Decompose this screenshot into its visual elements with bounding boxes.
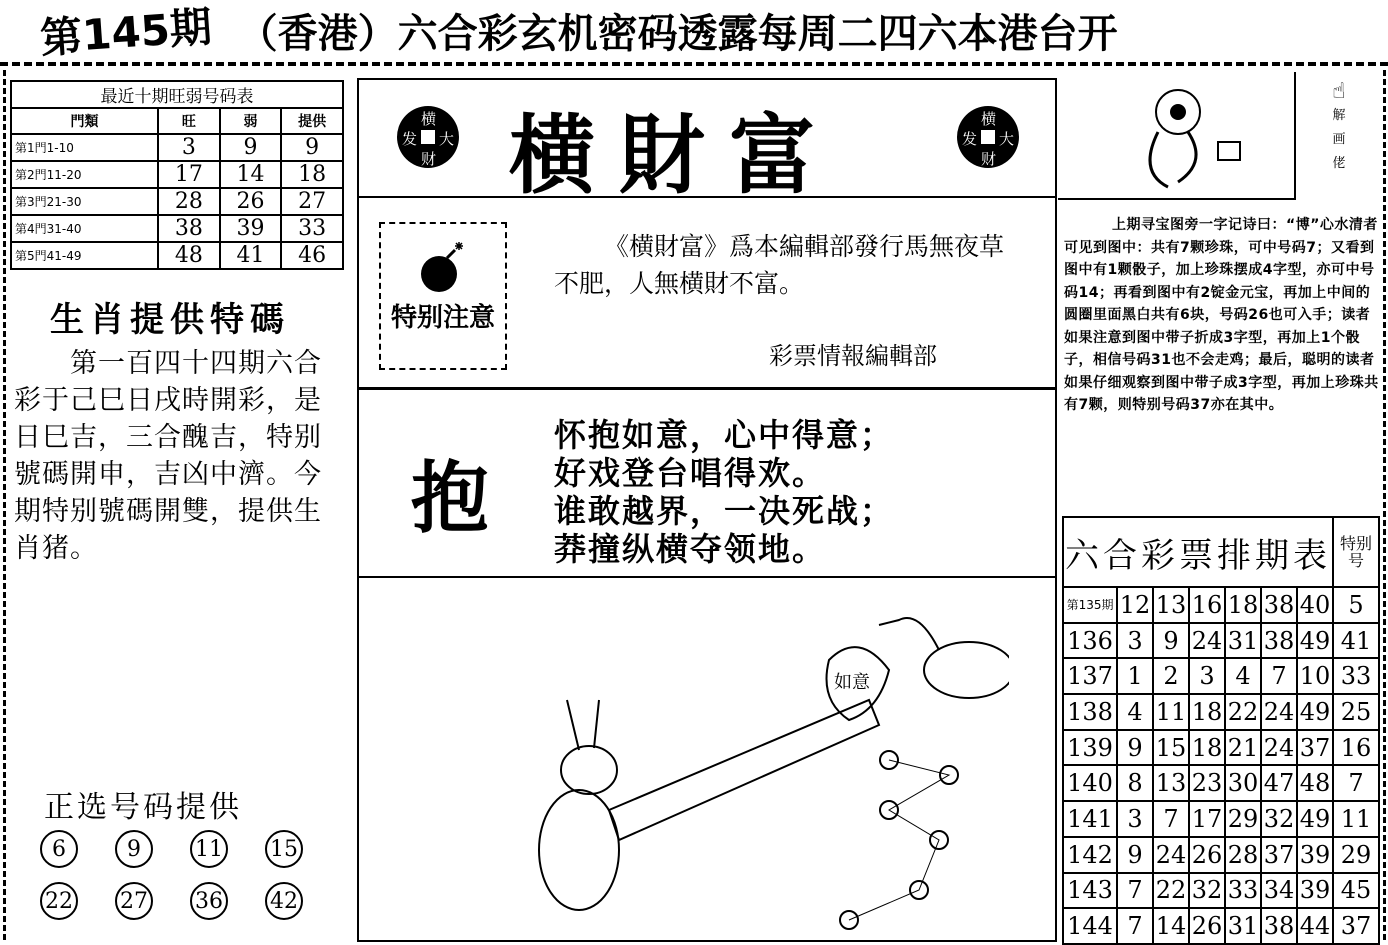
table-row (1063, 801, 1379, 837)
svg-text:如意: 如意 (834, 672, 870, 693)
bomb-icon (413, 238, 473, 298)
pick-number-ball: 6 (40, 830, 78, 868)
column-header: 提供 (281, 108, 343, 134)
table-cell: 14 (220, 161, 282, 188)
table-cell: 24 (1153, 837, 1189, 873)
pick-number-ball: 22 (40, 882, 78, 920)
table-cell: 7 (1153, 801, 1189, 837)
table-cell: 第3門21-30 (11, 188, 158, 215)
table-cell: 29 (1225, 801, 1261, 837)
table-cell: 第135期 (1063, 587, 1117, 623)
note-text: 《横財富》爲本編輯部發行馬無夜草不肥，人無横財不富。 (554, 232, 1005, 298)
table-cell: 41 (1333, 623, 1379, 659)
pick-number-ball: 42 (265, 882, 303, 920)
table-row (11, 188, 343, 215)
table-row (1063, 694, 1379, 730)
table-cell: 39 (1297, 873, 1333, 909)
table-cell: 38 (1261, 623, 1297, 659)
table-cell: 138 (1063, 694, 1117, 730)
table-cell: 47 (1261, 765, 1297, 801)
note-signature: 彩票情報編輯部 (769, 342, 937, 370)
table-cell: 33 (1333, 658, 1379, 694)
divider (1383, 70, 1386, 940)
table-cell: 24 (1189, 623, 1225, 659)
coin-icon: 横 发 大 财 (957, 106, 1019, 168)
poem-lines (554, 416, 894, 568)
column-header: 旺 (158, 108, 220, 134)
table-cell: 22 (1153, 873, 1189, 909)
table-cell: 14 (1153, 908, 1189, 944)
table-cell: 29 (1333, 837, 1379, 873)
table-cell: 第5門41-49 (11, 242, 158, 269)
pick-number-ball: 27 (115, 882, 153, 920)
table-cell: 44 (1297, 908, 1333, 944)
table-row (1063, 765, 1379, 801)
pointing-hand-icon: ☝ (1332, 79, 1346, 104)
table-cell: 23 (1189, 765, 1225, 801)
table-cell: 24 (1261, 730, 1297, 766)
table-cell: 9 (220, 134, 282, 161)
table-cell: 15 (1153, 730, 1189, 766)
table-cell: 28 (1225, 837, 1261, 873)
rabbit-crane-illustration (449, 600, 1009, 940)
table-cell: 46 (281, 242, 343, 269)
table-cell: 26 (1189, 908, 1225, 944)
zodiac-title: 生肖提供特碼 (50, 300, 290, 340)
schedule-title: 六合彩票排期表 (1063, 517, 1333, 587)
notice-badge: 特别注意 (379, 222, 507, 370)
page-title: （香港）六合彩玄机密码透露每周二四六本港台开 (237, 10, 1118, 57)
table-cell: 17 (158, 161, 220, 188)
table-row (1063, 730, 1379, 766)
strength-table (10, 80, 344, 270)
table-cell: 136 (1063, 623, 1117, 659)
table-row (1063, 908, 1379, 944)
issue-number: 第145期 (38, 2, 214, 63)
table-cell: 39 (1297, 837, 1333, 873)
divider (0, 62, 1388, 66)
table-cell: 5 (1333, 587, 1379, 623)
table-cell: 11 (1153, 694, 1189, 730)
table-cell: 9 (1117, 730, 1153, 766)
table-cell: 40 (1297, 587, 1333, 623)
banner (359, 80, 1055, 206)
picks-list (40, 830, 340, 920)
table-cell: 30 (1225, 765, 1261, 801)
table-cell: 48 (1297, 765, 1333, 801)
table-cell: 49 (1297, 623, 1333, 659)
table-cell: 7 (1117, 873, 1153, 909)
pick-number-ball: 11 (190, 830, 228, 868)
table-cell: 21 (1225, 730, 1261, 766)
table-cell: 32 (1261, 801, 1297, 837)
table-row (1063, 837, 1379, 873)
table-cell: 第1門1-10 (11, 134, 158, 161)
table-cell: 9 (1117, 837, 1153, 873)
table-cell: 4 (1225, 658, 1261, 694)
table-cell: 33 (281, 215, 343, 242)
pick-number-ball: 15 (265, 830, 303, 868)
table-cell: 38 (1261, 587, 1297, 623)
page-header (38, 2, 1380, 63)
table-cell: 38 (1261, 908, 1297, 944)
table-cell: 7 (1117, 908, 1153, 944)
table-cell: 37 (1297, 730, 1333, 766)
table-cell: 25 (1333, 694, 1379, 730)
table-cell: 3 (158, 134, 220, 161)
table-cell: 37 (1261, 837, 1297, 873)
table-cell: 144 (1063, 908, 1117, 944)
table-cell: 18 (1189, 730, 1225, 766)
table-cell: 3 (1117, 801, 1153, 837)
banner-title: 横財富 (509, 105, 839, 206)
table-cell: 13 (1153, 587, 1189, 623)
table-row (11, 161, 343, 188)
column-header: 弱 (220, 108, 282, 134)
hint-label: ☝ 解画佬 (1330, 80, 1348, 176)
table-cell: 140 (1063, 765, 1117, 801)
table-cell: 7 (1333, 765, 1379, 801)
table-cell: 16 (1189, 587, 1225, 623)
table-cell: 33 (1225, 873, 1261, 909)
special-header: 特别号 (1333, 517, 1379, 587)
table-cell: 16 (1333, 730, 1379, 766)
hint-text: 上期寻宝图旁一字记诗曰：“博”心水清者可见到图中：共有7颗珍珠，可中号码7；又看到图中有1颗骰子，加上珍珠摆成4字型，亦可中号码14；再看到图中有2锭金元宝，再加上中间的圆圈里面黑白共有6块，号码26也可入手；读者如果注意到图中带子折成3字型，再加上1个骰子，相信号码31也不会走鸡；最后，聪明的读者如果仔细观察到图中带子成3字型，再加上珍珠共有7颗，则特别号码37亦在其中。 (1064, 217, 1379, 413)
divider (3, 70, 6, 940)
table-cell: 27 (281, 188, 343, 215)
table-cell: 137 (1063, 658, 1117, 694)
hint-illustration (1058, 72, 1296, 200)
table-cell: 49 (1297, 694, 1333, 730)
table-cell: 45 (1333, 873, 1379, 909)
table-row (1063, 623, 1379, 659)
column-header: 門類 (11, 108, 158, 134)
coin-icon: 横 发 大 财 (397, 106, 459, 168)
table-row (1063, 873, 1379, 909)
table-caption: 最近十期旺弱号码表 (11, 81, 343, 108)
poem-key-char: 抱 (411, 454, 490, 544)
table-cell: 26 (220, 188, 282, 215)
table-cell: 31 (1225, 623, 1261, 659)
table-cell: 142 (1063, 837, 1117, 873)
table-cell: 4 (1117, 694, 1153, 730)
table-row (1063, 587, 1379, 623)
table-cell: 39 (220, 215, 282, 242)
table-cell: 9 (1153, 623, 1189, 659)
table-cell: 48 (158, 242, 220, 269)
poem-section (359, 396, 1055, 578)
table-cell: 143 (1063, 873, 1117, 909)
table-cell: 第4門31-40 (11, 215, 158, 242)
table-cell: 22 (1225, 694, 1261, 730)
table-cell: 34 (1261, 873, 1297, 909)
table-cell: 32 (1189, 873, 1225, 909)
table-cell: 8 (1117, 765, 1153, 801)
table-cell: 17 (1189, 801, 1225, 837)
table-row (11, 215, 343, 242)
table-cell: 2 (1153, 658, 1189, 694)
table-cell: 18 (281, 161, 343, 188)
table-row (11, 242, 343, 269)
zodiac-text: 第一百四十四期六合彩于己巳日戌時開彩，是日巳吉，三合醜吉，特别號碼開申，吉凶中濟。今期特别號碼開雙，提供生肖猪。 (14, 348, 322, 564)
table-cell: 3 (1117, 623, 1153, 659)
table-cell: 13 (1153, 765, 1189, 801)
pick-number-ball: 36 (190, 882, 228, 920)
table-cell: 3 (1189, 658, 1225, 694)
table-cell: 31 (1225, 908, 1261, 944)
poem-line: 好戏登台唱得欢。 (554, 454, 827, 492)
table-cell: 26 (1189, 837, 1225, 873)
table-cell: 141 (1063, 801, 1117, 837)
table-cell: 24 (1261, 694, 1297, 730)
table-cell: 49 (1297, 801, 1333, 837)
note-section (359, 198, 1055, 390)
table-cell: 18 (1225, 587, 1261, 623)
table-cell: 第2門11-20 (11, 161, 158, 188)
table-row (1063, 658, 1379, 694)
table-cell: 28 (158, 188, 220, 215)
table-cell: 37 (1333, 908, 1379, 944)
table-cell: 12 (1117, 587, 1153, 623)
poem-line: 莽撞纵横夺领地。 (554, 530, 827, 568)
table-cell: 139 (1063, 730, 1117, 766)
main-column (357, 78, 1057, 942)
picks-title: 正选号码提供 (44, 790, 242, 825)
table-cell: 11 (1333, 801, 1379, 837)
pick-number-ball: 9 (115, 830, 153, 868)
table-cell: 7 (1261, 658, 1297, 694)
table-cell: 18 (1189, 694, 1225, 730)
table-cell: 10 (1297, 658, 1333, 694)
draw-schedule-table (1062, 516, 1380, 945)
poem-line: 怀抱如意，心中得意； (554, 416, 895, 454)
table-cell: 41 (220, 242, 282, 269)
poem-line: 谁敢越界，一决死战； (554, 492, 895, 530)
table-cell: 9 (281, 134, 343, 161)
table-cell: 38 (158, 215, 220, 242)
table-cell: 1 (1117, 658, 1153, 694)
table-row (11, 134, 343, 161)
